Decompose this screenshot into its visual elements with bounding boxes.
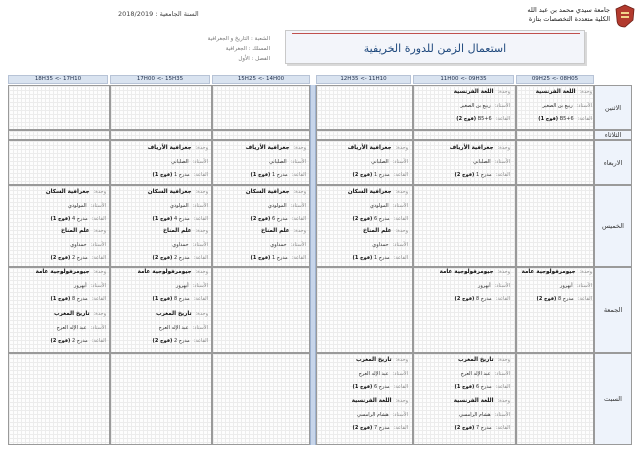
course-entry[interactable] (312, 145, 408, 185)
course-group: (فوج 1) (50, 216, 71, 222)
course-group: (فوج 2) (352, 425, 373, 431)
room-label: القاعة: (91, 338, 106, 344)
course-room: مدرج 6 (373, 216, 390, 222)
course-subject: علم المناخ (60, 228, 90, 234)
course-professor: أبهرور (73, 283, 87, 289)
time-slot: 09H25 <- 08H05 (516, 75, 594, 84)
prof-label: الأستاذ: (494, 371, 510, 377)
course-room: مدرج 1 (373, 172, 390, 178)
course-group: (فوج 1) (250, 172, 271, 178)
course-entry[interactable] (10, 311, 106, 351)
course-group: (فوج 2) (352, 172, 373, 178)
prof-label: الأستاذ: (90, 283, 106, 289)
course-professor: أبهرور (559, 283, 573, 289)
prof-label: الأستاذ: (290, 242, 306, 248)
unit-label: وحدة: (293, 228, 306, 234)
institution-header (490, 6, 610, 24)
course-entry[interactable] (496, 89, 592, 129)
course-professor: الصلباني (171, 159, 189, 165)
unit-label: وحدة: (93, 269, 106, 275)
course-professor: المولودي (369, 203, 389, 209)
course-subject: جغرافية السكان (347, 189, 392, 195)
schedule-cell (413, 185, 516, 267)
course-professor: حمداوي (270, 242, 287, 248)
course-professor: حمداوي (372, 242, 389, 248)
course-professor: الصلباني (473, 159, 491, 165)
course-room: مدرج 7 (373, 425, 390, 431)
course-professor: المولودي (267, 203, 287, 209)
course-entry[interactable] (496, 269, 592, 309)
course-entry[interactable] (312, 228, 408, 268)
course-subject: جيومرفولوجية عامة (521, 269, 576, 275)
schedule-cell (316, 130, 413, 140)
unit-label: وحدة: (497, 398, 510, 404)
course-entry[interactable] (210, 189, 306, 229)
course-group: (فوج 2) (50, 338, 71, 344)
course-group: (فوج 2) (454, 425, 475, 431)
prof-label: الأستاذ: (192, 159, 208, 165)
course-professor: الصلباني (371, 159, 389, 165)
course-entry[interactable] (10, 189, 106, 229)
course-entry[interactable] (112, 228, 208, 268)
course-group: (فوج 2) (454, 172, 475, 178)
course-professor: ربيع بن الصغير (460, 103, 491, 109)
room-label: القاعة: (193, 255, 208, 261)
time-slot: 12H35 <- 11H10 (316, 75, 411, 84)
unit-label: وحدة: (195, 311, 208, 317)
prof-label: الأستاذ: (392, 242, 408, 248)
course-group: (فوج 1) (152, 296, 173, 302)
course-subject: علم المناخ (260, 228, 290, 234)
unit-label: وحدة: (195, 269, 208, 275)
course-professor: حمداوي (172, 242, 189, 248)
schedule-cell (516, 353, 594, 445)
schedule-cell (8, 140, 110, 185)
course-room: مدرج 2 (173, 255, 190, 261)
room-label: القاعة: (291, 172, 306, 178)
course-group: (فوج 2) (250, 216, 271, 222)
course-group: (فوج 1) (352, 384, 373, 390)
course-subject: جغرافية الأرياف (147, 145, 192, 151)
unit-label: وحدة: (395, 398, 408, 404)
schedule-cell (413, 130, 516, 140)
course-group: (فوج 2) (454, 296, 475, 302)
prof-label: الأستاذ: (392, 159, 408, 165)
schedule-cell (212, 353, 310, 445)
course-subject: جيومرفولوجية عامة (137, 269, 192, 275)
course-subject: تاريخ المغرب (54, 311, 90, 317)
course-entry[interactable] (112, 311, 208, 351)
course-subject: جغرافية الأرياف (449, 145, 494, 151)
schedule-cell (110, 353, 212, 445)
prof-label: الأستاذ: (576, 103, 592, 109)
unit-label: وحدة: (93, 311, 106, 317)
unit-label: وحدة: (293, 145, 306, 151)
course-subject: جغرافية السكان (45, 189, 90, 195)
course-room: مدرج 2 (71, 255, 88, 261)
room-label: القاعة: (91, 255, 106, 261)
room-label: القاعة: (393, 425, 408, 431)
schedule-cell (516, 185, 594, 267)
course-room: مدرج 2 (71, 338, 88, 344)
day-label: السبت (594, 353, 632, 445)
course-room: مدرج 1 (271, 172, 288, 178)
prof-label: الأستاذ: (290, 203, 306, 209)
unit-label: وحدة: (395, 357, 408, 363)
course-room: مدرج 8 (475, 296, 492, 302)
course-entry[interactable] (112, 269, 208, 309)
course-subject: جيومرفولوجية عامة (35, 269, 90, 275)
course-room: مدرج 8 (71, 296, 88, 302)
course-room: مدرج 1 (173, 172, 190, 178)
course-room: مدرج 2 (173, 338, 190, 344)
course-professor: عبد الإله العرج (56, 325, 87, 331)
course-entry[interactable] (414, 398, 510, 438)
university-name: جامعة سيدي محمد بن عبد الله (527, 6, 610, 14)
course-room: مدرج 1 (373, 255, 390, 261)
course-subject: اللغة الفرنسية (351, 398, 392, 404)
prof-label: الأستاذ: (90, 325, 106, 331)
course-group: (فوج 2) (456, 116, 477, 122)
course-entry[interactable] (10, 269, 106, 309)
course-entry[interactable] (210, 228, 306, 268)
time-slot-header (8, 75, 632, 84)
course-room: مدرج 6 (271, 216, 288, 222)
course-subject: اللغة الفرنسية (535, 89, 576, 95)
course-entry[interactable] (414, 89, 510, 129)
room-label: القاعة: (393, 216, 408, 222)
prof-label: الأستاذ: (192, 242, 208, 248)
course-entry[interactable] (10, 228, 106, 268)
page-title: استعمال الزمن للدورة الخريفية (363, 42, 507, 55)
unit-label: وحدة: (195, 189, 208, 195)
schedule-cell (8, 130, 110, 140)
page-title-box (285, 30, 585, 64)
room-label: القاعة: (495, 116, 510, 122)
prof-label: الأستاذ: (192, 283, 208, 289)
schedule-cell (212, 267, 310, 353)
room-label: القاعة: (91, 296, 106, 302)
course-professor: المولودي (169, 203, 189, 209)
schedule-cell (516, 130, 594, 140)
room-label: القاعة: (495, 172, 510, 178)
course-room: مدرج 6 (373, 384, 390, 390)
room-label: القاعة: (495, 296, 510, 302)
course-subject: تاريخ المغرب (156, 311, 192, 317)
faculty-name: الكلية متعددة التخصصات بتازة (528, 15, 610, 23)
course-group: (فوج 2) (536, 296, 557, 302)
semester-label: الفصل : الأول (238, 56, 270, 62)
academic-year: السنة الجامعية : 2018/2019 (118, 10, 199, 18)
unit-label: وحدة: (293, 189, 306, 195)
schedule-cell (516, 140, 594, 185)
schedule-cell (212, 85, 310, 130)
course-group: (فوج 1) (152, 172, 173, 178)
course-group: (فوج 1) (152, 216, 173, 222)
course-group: (فوج 1) (352, 255, 373, 261)
course-entry[interactable] (414, 269, 510, 309)
course-room: مدرج 8 (173, 296, 190, 302)
room-label: القاعة: (291, 216, 306, 222)
unit-label: وحدة: (497, 145, 510, 151)
day-label: الجمعة (594, 267, 632, 353)
course-subject: اللغة الفرنسية (453, 398, 494, 404)
unit-label: وحدة: (497, 269, 510, 275)
schedule-grid (8, 85, 632, 445)
room-label: القاعة: (393, 255, 408, 261)
course-subject: تاريخ المغرب (458, 357, 494, 363)
course-group: (فوج 2) (352, 216, 373, 222)
room-label: القاعة: (193, 216, 208, 222)
day-label: الاربعاء (594, 140, 632, 185)
course-entry[interactable] (112, 189, 208, 229)
course-group: (فوج 2) (152, 338, 173, 344)
schedule-cell (316, 85, 413, 130)
time-slot: 18H35 <- 17H10 (8, 75, 108, 84)
course-professor: أبهرور (477, 283, 491, 289)
course-subject: جغرافية الأرياف (245, 145, 290, 151)
prof-label: الأستاذ: (576, 283, 592, 289)
course-subject: تاريخ المغرب (356, 357, 392, 363)
course-subject: جغرافية السكان (147, 189, 192, 195)
unit-label: وحدة: (579, 269, 592, 275)
prof-label: الأستاذ: (192, 203, 208, 209)
course-group: (فوج 2) (50, 255, 71, 261)
day-label: الخميس (594, 185, 632, 267)
prof-label: الأستاذ: (192, 325, 208, 331)
room-label: القاعة: (577, 296, 592, 302)
course-group: (فوج 2) (152, 255, 173, 261)
prof-label: الأستاذ: (494, 412, 510, 418)
course-subject: جيومرفولوجية عامة (439, 269, 494, 275)
room-label: القاعة: (193, 296, 208, 302)
track-label: المسلك : الجغرافية (225, 46, 270, 52)
course-room: B5+6 (477, 116, 492, 122)
course-group: (فوج 1) (250, 255, 271, 261)
time-slot: 11H00 <- 09H35 (413, 75, 514, 84)
course-professor: عبد الإله العرج (460, 371, 491, 377)
course-entry[interactable] (312, 357, 408, 397)
course-subject: جغرافية السكان (245, 189, 290, 195)
course-professor: هشام الرامسي (356, 412, 389, 418)
course-room: مدرج 4 (71, 216, 88, 222)
day-label: الاثنين (594, 85, 632, 130)
unit-label: وحدة: (497, 89, 510, 95)
course-group: (فوج 1) (50, 296, 71, 302)
course-professor: هشام الرامسي (458, 412, 491, 418)
course-room: مدرج 4 (173, 216, 190, 222)
room-label: القاعة: (91, 216, 106, 222)
room-label: القاعة: (577, 116, 592, 122)
course-professor: أبهرور (175, 283, 189, 289)
room-label: القاعة: (495, 425, 510, 431)
day-label: الثلاثاء (594, 130, 632, 140)
course-room: مدرج 1 (475, 172, 492, 178)
course-professor: عبد الإله العرج (158, 325, 189, 331)
prof-label: الأستاذ: (90, 203, 106, 209)
course-entry[interactable] (414, 145, 510, 185)
unit-label: وحدة: (395, 145, 408, 151)
branch-label: الشعبة : التاريخ و الجغرافية (207, 36, 270, 42)
schedule-cell (316, 267, 413, 353)
schedule-cell (212, 130, 310, 140)
schedule-cell (110, 130, 212, 140)
course-entry[interactable] (312, 189, 408, 229)
unit-label: وحدة: (395, 189, 408, 195)
course-subject: جغرافية الأرياف (347, 145, 392, 151)
course-group: (فوج 1) (454, 384, 475, 390)
course-professor: عبد الإله العرج (358, 371, 389, 377)
room-label: القاعة: (193, 338, 208, 344)
course-entry[interactable] (414, 357, 510, 397)
room-label: القاعة: (193, 172, 208, 178)
prof-label: الأستاذ: (494, 103, 510, 109)
schedule-cell (8, 353, 110, 445)
course-room: B5+6 (559, 116, 574, 122)
course-professor: ربيع بن الصغير (542, 103, 573, 109)
prof-label: الأستاذ: (290, 159, 306, 165)
prof-label: الأستاذ: (494, 159, 510, 165)
university-logo-icon (614, 4, 636, 28)
unit-label: وحدة: (497, 357, 510, 363)
room-label: القاعة: (393, 172, 408, 178)
course-entry[interactable] (312, 398, 408, 438)
prof-label: الأستاذ: (494, 283, 510, 289)
course-subject: علم المناخ (162, 228, 192, 234)
program-info (200, 34, 270, 64)
course-subject: علم المناخ (362, 228, 392, 234)
course-professor: الصلباني (269, 159, 287, 165)
room-label: القاعة: (495, 384, 510, 390)
schedule-cell (110, 85, 212, 130)
prof-label: الأستاذ: (392, 412, 408, 418)
prof-label: الأستاذ: (392, 371, 408, 377)
unit-label: وحدة: (195, 145, 208, 151)
unit-label: وحدة: (93, 189, 106, 195)
course-group: (فوج 1) (538, 116, 559, 122)
unit-label: وحدة: (195, 228, 208, 234)
time-slot: 17H00 <- 15H35 (110, 75, 210, 84)
course-room: مدرج 7 (475, 425, 492, 431)
room-label: القاعة: (291, 255, 306, 261)
course-entry[interactable] (112, 145, 208, 185)
time-slot: 15H25 <- 14H00 (212, 75, 310, 84)
course-room: مدرج 6 (475, 384, 492, 390)
course-professor: حمداوي (70, 242, 87, 248)
unit-label: وحدة: (93, 228, 106, 234)
course-professor: المولودي (67, 203, 87, 209)
room-label: القاعة: (393, 384, 408, 390)
prof-label: الأستاذ: (392, 203, 408, 209)
unit-label: وحدة: (395, 228, 408, 234)
course-subject: اللغة الفرنسية (453, 89, 494, 95)
course-room: مدرج 1 (271, 255, 288, 261)
course-room: مدرج 8 (557, 296, 574, 302)
course-entry[interactable] (210, 145, 306, 185)
schedule-cell (8, 85, 110, 130)
prof-label: الأستاذ: (90, 242, 106, 248)
unit-label: وحدة: (579, 89, 592, 95)
